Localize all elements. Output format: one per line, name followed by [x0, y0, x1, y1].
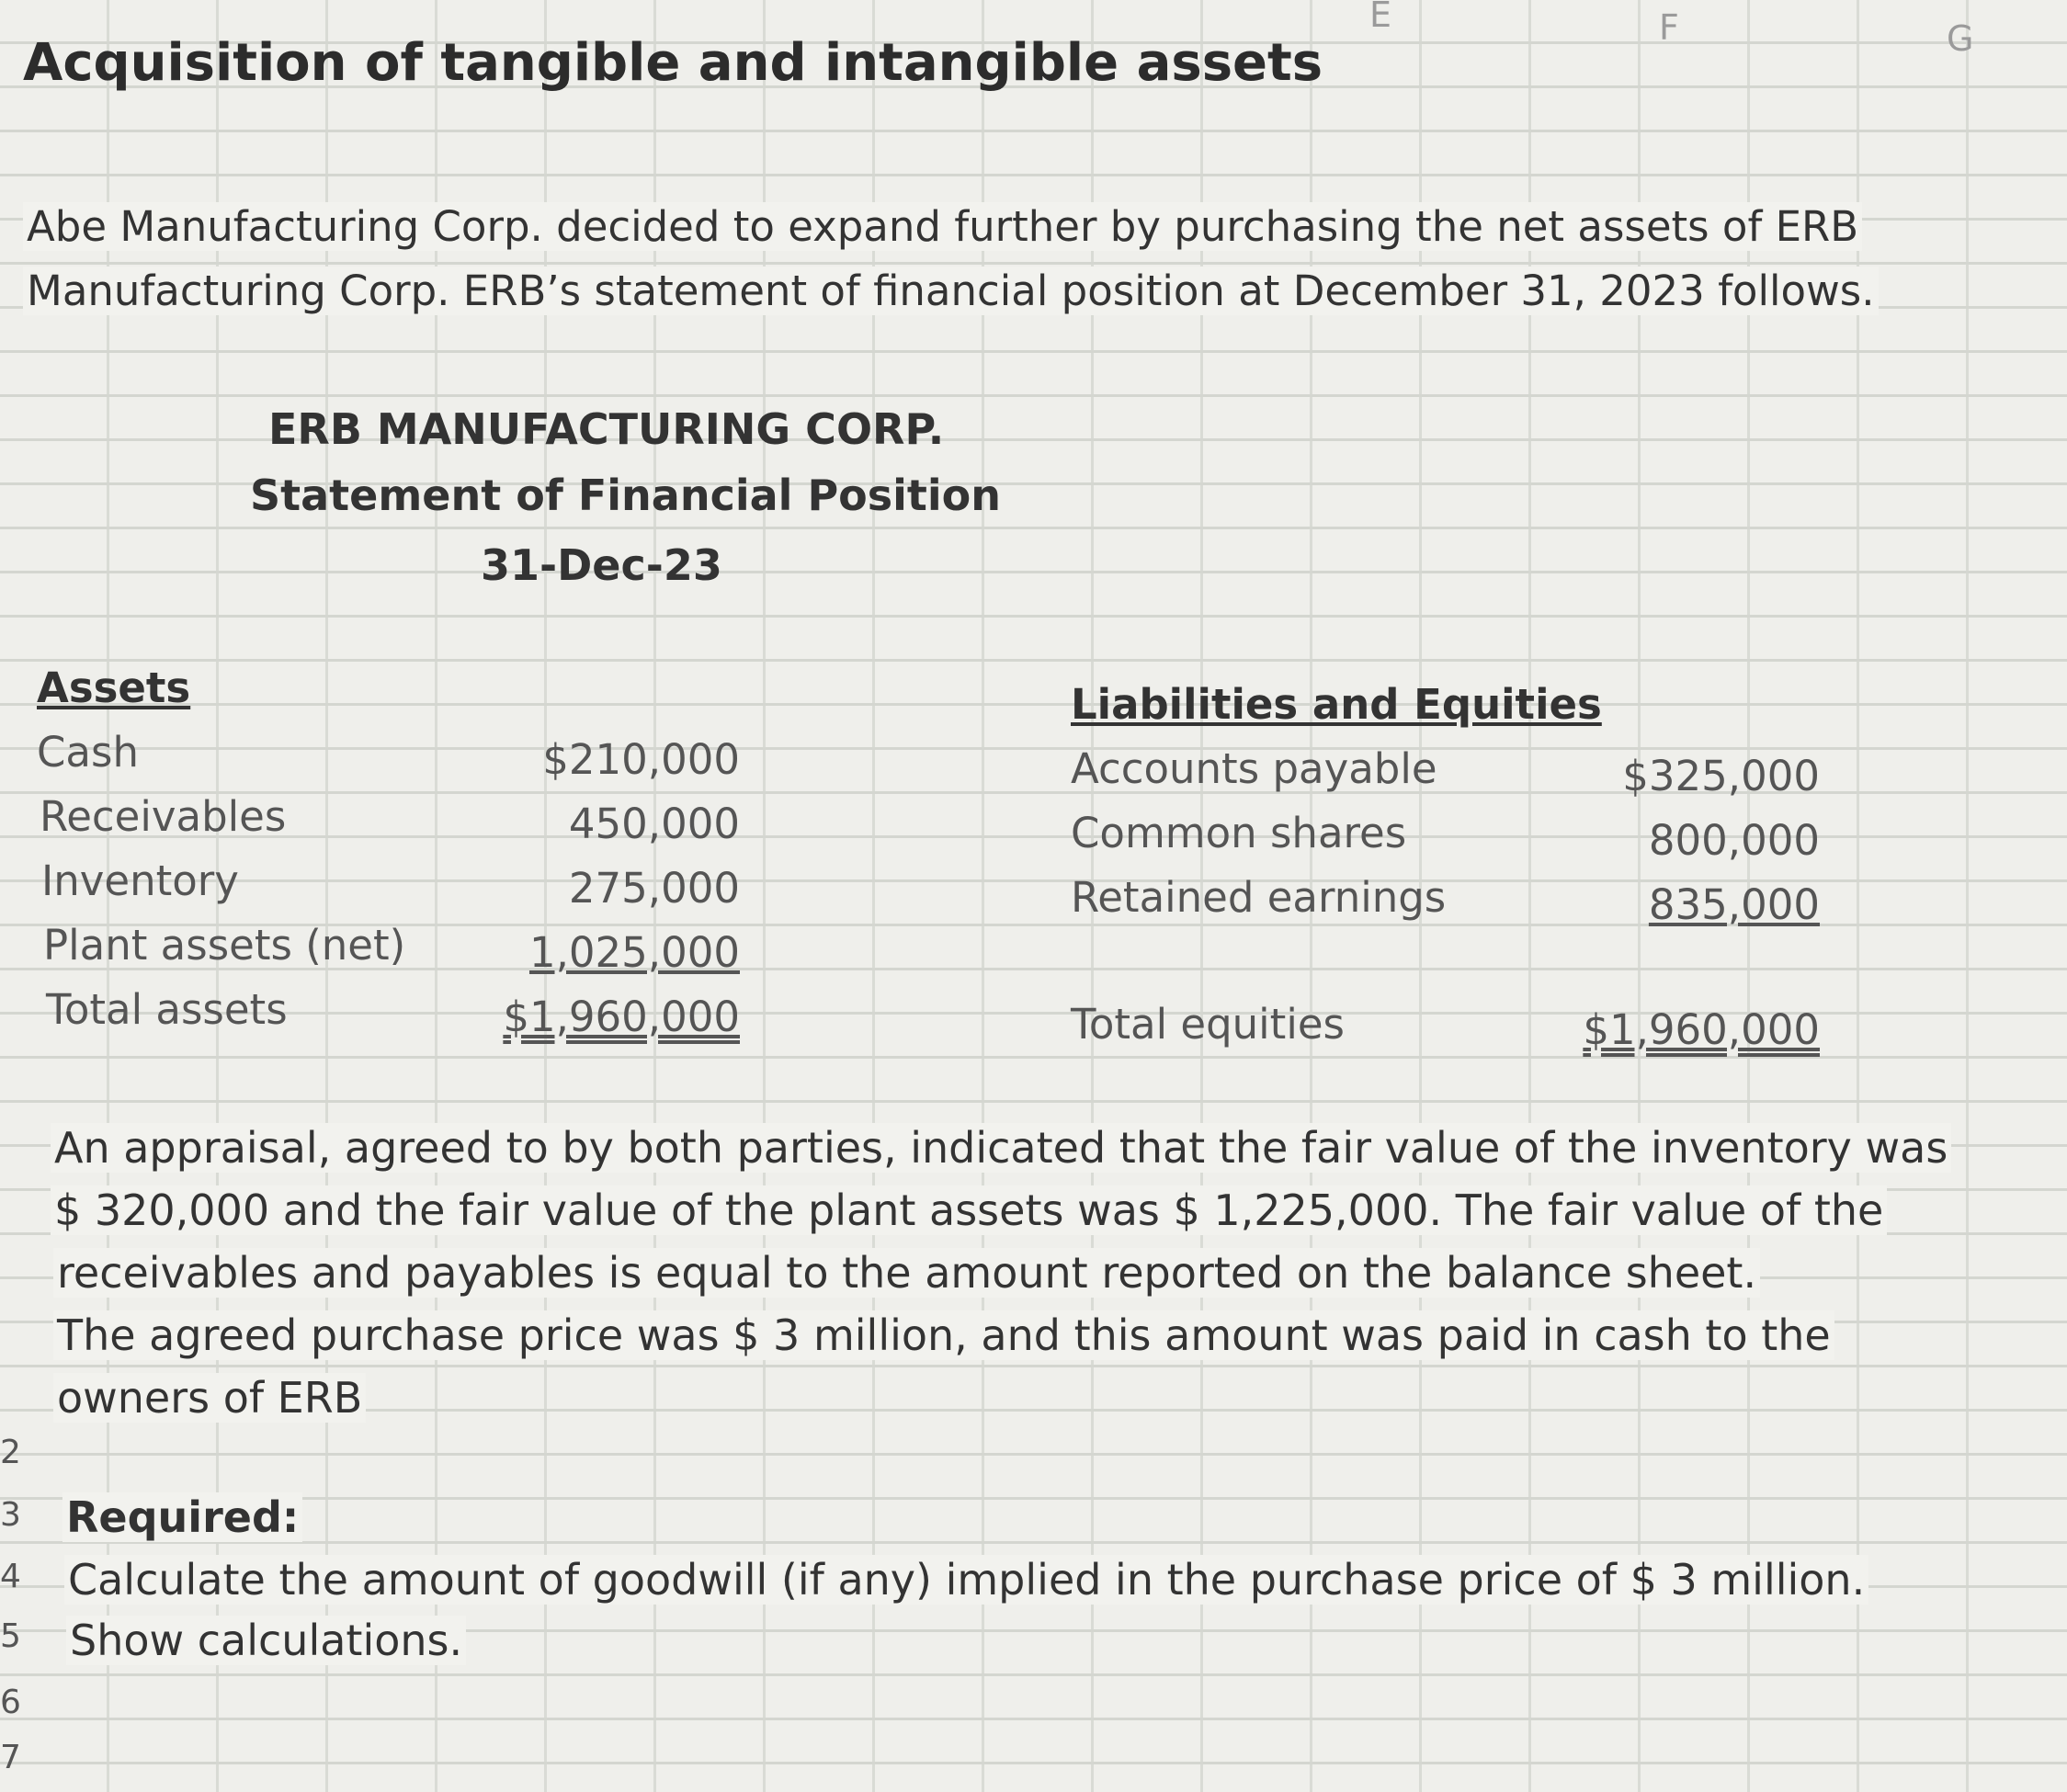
row-number-5[interactable]: 5 — [0, 1617, 21, 1655]
row-number-3[interactable]: 3 — [0, 1496, 21, 1534]
appraisal-line-3: receivables and payables is equal to the amount reported on the balance sheet. — [53, 1248, 1760, 1298]
intro-line-2: Manufacturing Corp. ERB’s statement of financial position at December 31, 2023 follows. — [23, 267, 1879, 315]
required-heading: Required: — [62, 1492, 302, 1542]
liability-label-common: Common shares — [1071, 809, 1407, 857]
required-line-2: Show calculations. — [66, 1616, 466, 1665]
row-number-7[interactable]: 7 — [0, 1739, 21, 1776]
total-equities-label: Total equities — [1071, 1000, 1345, 1049]
intro-line-1: Abe Manufacturing Corp. decided to expand further by purchasing the net assets of ERB — [23, 202, 1862, 251]
sheet-title: Acquisition of tangible and intangible assets — [23, 33, 1323, 93]
statement-date: 31-Dec-23 — [481, 540, 722, 590]
asset-label-inventory: Inventory — [41, 856, 239, 905]
liabilities-header: Liabilities and Equities — [1071, 680, 1602, 729]
liability-label-retained: Retained earnings — [1071, 873, 1447, 922]
column-header-g[interactable]: G — [1947, 18, 1974, 59]
column-header-e[interactable]: E — [1369, 0, 1392, 35]
statement-name: Statement of Financial Position — [250, 471, 1002, 520]
asset-label-receivables: Receivables — [40, 792, 287, 841]
total-equities-value: $1,960,000 — [1583, 1005, 1820, 1054]
asset-value-inventory: 275,000 — [568, 864, 740, 913]
row-number-6[interactable]: 6 — [0, 1684, 21, 1721]
company-name: ERB MANUFACTURING CORP. — [268, 404, 945, 454]
assets-header: Assets — [37, 663, 191, 712]
liability-value-retained: 835,000 — [1648, 880, 1820, 929]
liability-value-ap: $325,000 — [1622, 752, 1820, 800]
column-header-f[interactable]: F — [1659, 7, 1679, 48]
asset-label-cash: Cash — [37, 728, 139, 777]
total-assets-value: $1,960,000 — [503, 992, 740, 1041]
asset-value-cash: $210,000 — [542, 735, 740, 784]
appraisal-line-4: The agreed purchase price was $ 3 million, and this amount was paid in cash to the — [53, 1310, 1834, 1360]
row-number-4[interactable]: 4 — [0, 1558, 21, 1595]
required-line-1: Calculate the amount of goodwill (if any) implied in the purchase price of $ 3 million. — [64, 1555, 1868, 1605]
appraisal-line-1: An appraisal, agreed to by both parties, indicated that the fair value of the inventory was — [51, 1123, 1951, 1173]
total-assets-label: Total assets — [46, 985, 288, 1034]
row-number-2[interactable]: 2 — [0, 1434, 21, 1471]
asset-value-receivables: 450,000 — [568, 800, 740, 848]
liability-value-common: 800,000 — [1648, 816, 1820, 865]
asset-label-plant: Plant assets (net) — [43, 921, 406, 970]
appraisal-line-5: owners of ERB — [53, 1373, 366, 1423]
asset-value-plant: 1,025,000 — [528, 928, 740, 977]
appraisal-line-2: $ 320,000 and the fair value of the plant assets was $ 1,225,000. The fair value of the — [51, 1185, 1887, 1235]
liability-label-ap: Accounts payable — [1071, 744, 1437, 793]
